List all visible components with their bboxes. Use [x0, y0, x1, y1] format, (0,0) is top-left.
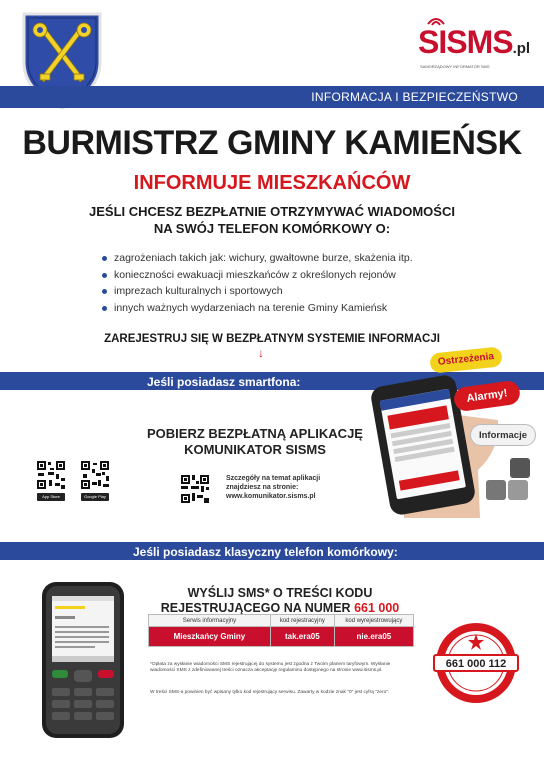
footnote: W treści SMS-a powinien być wpisany tylko kod rejestrujący serwisu. Zawarty w kodzie znak "0" jest cyfrą "zero". — [150, 690, 390, 695]
table-header-cell: kod wyrejestrowujący — [334, 615, 413, 627]
feature-phone-illustration — [40, 580, 126, 740]
page-title: BURMISTRZ GMINY KAMIEŃSK — [22, 124, 522, 162]
info-bar — [0, 86, 544, 108]
bubble-alarms: Alarmy! — [453, 380, 522, 413]
qr-code-icon[interactable] — [36, 460, 66, 490]
register-text: ZAREJESTRUJ SIĘ W BEZPŁATNYM SYSTEMIE INFORMACJI — [104, 333, 440, 345]
table-cell: tak.era05 — [270, 627, 334, 647]
sisms-logo — [418, 14, 531, 76]
classic-phone-band: Jeśli posiadasz klasyczny telefon komórkowy: — [0, 542, 544, 560]
logo-wordmark: SISMS.pl — [418, 24, 531, 60]
guarantee-seal-icon — [432, 620, 520, 706]
app-url-link[interactable]: www.komunikator.sisms.pl — [226, 493, 316, 500]
table-cell: Mieszkańcy Gminy — [149, 627, 271, 647]
info-bar-text: INFORMACJA I BEZPIECZEŃSTWO — [311, 90, 518, 104]
list-item: konieczności ewakuacji mieszkańców z określonych rejonów — [102, 267, 413, 284]
seal-number: 661 000 112 — [445, 658, 507, 670]
question-text: JEŚLI CHCESZ BEZPŁATNIE OTRZYMYWAĆ WIADOMOŚCI NA SWÓJ TELEFON KOMÓRKOWY O: — [89, 204, 455, 236]
list-item: zagrożeniach takich jak: wichury, gwałtowne burze, skażenia itp. — [102, 250, 413, 267]
codes-table — [148, 614, 414, 647]
bubble-warnings: Ostrzeżenia — [429, 346, 503, 373]
list-item: imprezach kulturalnych i sportowych — [102, 283, 413, 300]
table-header-cell: kod rejestracyjny — [270, 615, 334, 627]
smartphone-band: Jeśli posiadasz smartfona: — [0, 372, 544, 390]
logo-tagline: SAMORZĄDOWY INFORMATOR SMS — [420, 64, 490, 69]
topics-list — [102, 250, 413, 316]
table-header-row — [149, 615, 414, 627]
app-title: POBIERZ BEZPŁATNĄ APLIKACJĘ KOMUNIKATOR SISMS — [147, 426, 363, 457]
header — [0, 0, 544, 112]
footnote: *Opłata za wysłanie wiadomości SMS rejestrującej do systemu jest zgodna z Twoim planem taryfowym. Wysłanie wiadomości SMS z zdefiniowanej treści oznacza akceptację regulaminu dostępnego na stronie www.sisms.pl. — [150, 662, 391, 674]
qr-code-icon[interactable] — [180, 474, 210, 504]
page-subtitle: INFORMUJE MIESZKAŃCÓW — [133, 172, 411, 194]
app-store-badge[interactable]: App Store — [37, 493, 65, 501]
table-header-cell: Serwis informacyjny — [149, 615, 271, 627]
qr-code-icon[interactable] — [80, 460, 110, 490]
app-details: Szczegóły na temat aplikacji znajdziesz na stronie: www.komunikator.sisms.pl — [226, 474, 356, 501]
table-cell: nie.era05 — [334, 627, 413, 647]
bubble-info: Informacje — [470, 424, 536, 446]
arrow-down-icon: ↓ — [258, 346, 264, 360]
sms-number: 661 000 — [354, 601, 400, 615]
table-row — [149, 627, 414, 647]
sms-instructions: WYŚLIJ SMS* O TREŚCI KODU REJESTRUJĄCEGO NA NUMER 661 000 — [150, 586, 410, 631]
list-item: innych ważnych wydarzeniach na terenie Gminy Kamieńsk — [102, 300, 413, 317]
google-play-badge[interactable]: Google Play — [81, 493, 109, 501]
